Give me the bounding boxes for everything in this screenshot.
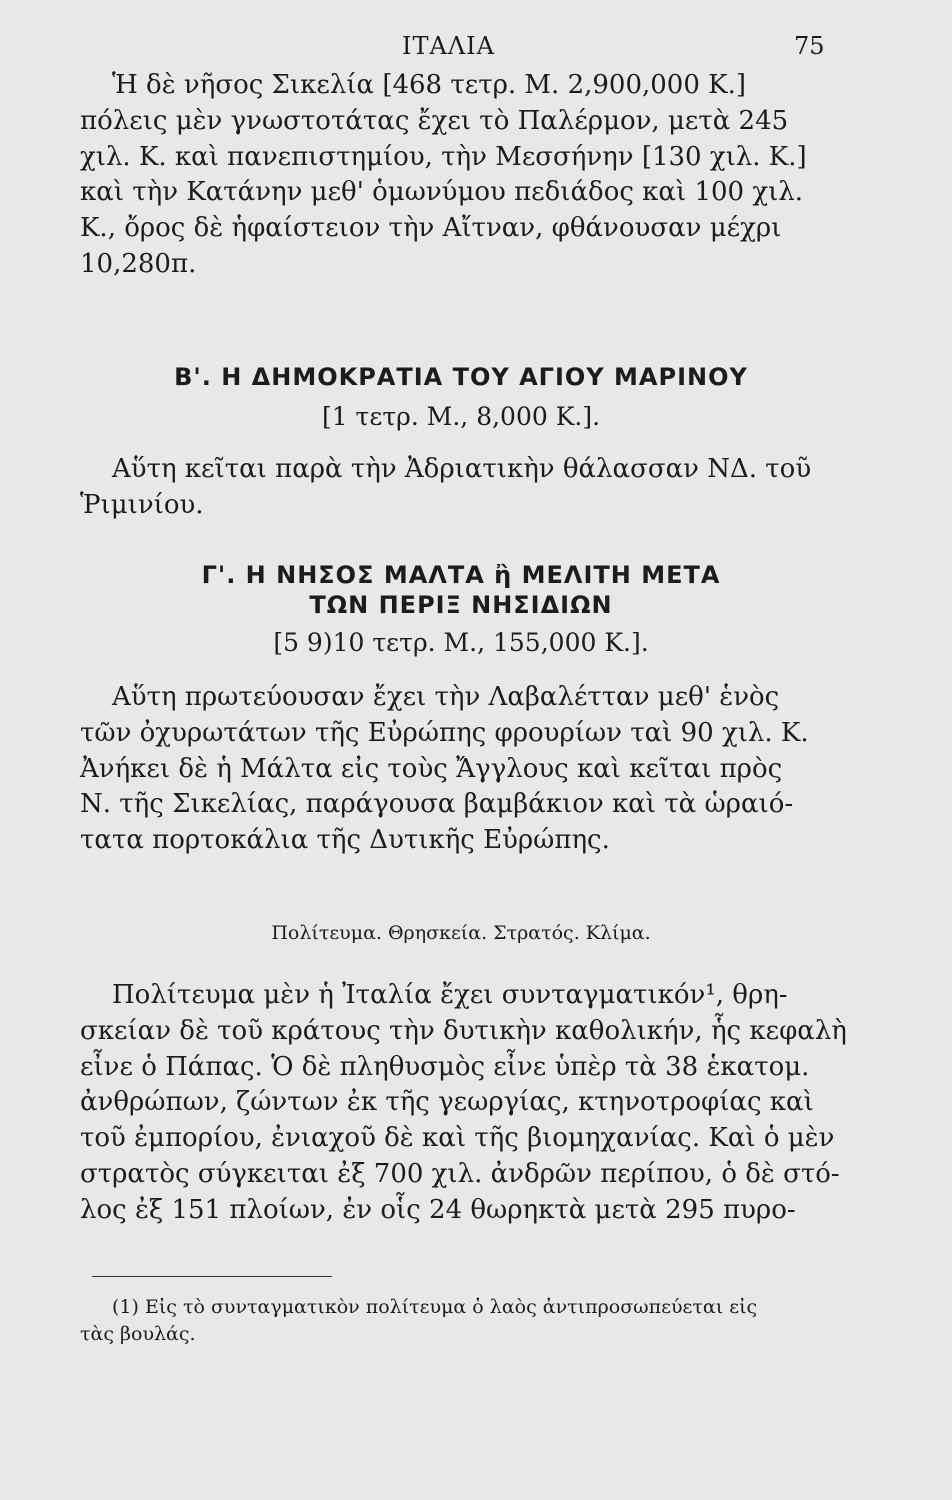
section-heading-malta (80, 560, 842, 620)
footnote-rule (92, 1276, 332, 1277)
paragraph-malta (80, 680, 842, 859)
page-number: 75 (794, 32, 825, 60)
text-line: Αὕτη πρωτεύουσαν ἔχει τὴν Λαβαλέτταν μεθ' ἑνὸς (112, 682, 780, 712)
section-heading-san-marino: Β'. Η ΔΗΜΟΚΡΑΤΙΑ ΤΟΥ ΑΓΙΟΥ ΜΑΡΙΝΟΥ (174, 363, 748, 391)
text-line: σκείαν δὲ τοῦ κράτους τὴν δυτικὴν καθολικήν, ἧς κεφαλὴ (80, 1015, 847, 1046)
running-header: ΙΤΑΛΙΑ (402, 32, 495, 60)
text-line: Αὕτη κεῖται παρὰ τὴν Ἀδριατικὴν θάλασσαν ΝΔ. τοῦ (112, 454, 812, 484)
subsection-heading: Πολίτευμα. Θρησκεία. Στρατός. Κλίμα. (271, 922, 651, 944)
paragraph-government (80, 978, 847, 1229)
text-line: Κ., ὄρος δὲ ἡφαίστειον τὴν Αἴτναν, φθάνουσαν μέχρι (80, 213, 782, 244)
section-measure: [1 τετρ. Μ., 8,000 Κ.]. (321, 402, 601, 431)
text-line: 10,280π. (80, 248, 197, 279)
text-line: τατα πορτοκάλια τῆς Δυτικῆς Εὐρώπης. (80, 825, 610, 856)
paragraph-sicily (80, 68, 842, 283)
footnote-line: (1) Εἰς τὸ συνταγματικὸν πολίτευμα ὁ λαὸς ἀντιπροσωπεύεται εἰς (112, 1296, 758, 1318)
text-line: τοῦ ἐμπορίου, ἐνιαχοῦ δὲ καὶ τῆς βιομηχανίας. Καὶ ὁ μὲν (80, 1123, 835, 1154)
footnote (80, 1294, 842, 1348)
section-measure: [5 9)10 τετρ. Μ., 155,000 Κ.]. (273, 628, 649, 657)
text-line: στρατὸς σύγκειται ἐξ 700 χιλ. ἀνδρῶν περίπου, ὁ δὲ στό- (80, 1158, 840, 1189)
text-line: πόλεις μὲν γνωστοτάτας ἔχει τὸ Παλέρμον, μετὰ 245 (80, 105, 789, 136)
text-line: Ἀνήκει δὲ ἡ Μάλτα εἰς τοὺς Ἄγγλους καὶ κεῖται πρὸς (80, 753, 783, 784)
paragraph-san-marino (80, 452, 842, 524)
heading-line: Γ'. Η ΝΗΣΟΣ ΜΑΛΤΑ ἢ ΜΕΛΙΤΗ ΜΕΤΑ (201, 561, 721, 589)
text-line: Ῥιμινίου. (80, 489, 204, 520)
text-line: Πολίτευμα μὲν ἡ Ἰταλία ἔχει συνταγματικόν¹, θρη- (112, 980, 788, 1010)
text-line: καὶ τὴν Κατάνην μεθ' ὁμωνύμου πεδιάδος καὶ 100 χιλ. (80, 177, 804, 208)
heading-line: ΤΩΝ ΠΕΡΙΞ ΝΗΣΙΔΙΩΝ (309, 591, 613, 619)
text-line: λος ἐξ 151 πλοίων, ἐν οἷς 24 θωρηκτὰ μετὰ 295 πυρο- (80, 1194, 796, 1225)
text-line: τῶν ὀχυρωτάτων τῆς Εὐρώπης φρουρίων ταὶ 90 χιλ. Κ. (80, 717, 809, 748)
text-line: ἀνθρώπων, ζώντων ἐκ τῆς γεωργίας, κτηνοτροφίας καὶ (80, 1087, 814, 1118)
footnote-line: τὰς βουλάς. (80, 1323, 196, 1345)
text-line: Ἡ δὲ νῆσος Σικελία [468 τετρ. Μ. 2,900,000 Κ.] (112, 70, 746, 100)
text-line: χιλ. Κ. καὶ πανεπιστημίου, τὴν Μεσσήνην [130 χιλ. Κ.] (80, 141, 807, 172)
text-line: εἶνε ὁ Πάπας. Ὁ δὲ πληθυσμὸς εἶνε ὑπὲρ τὰ 38 ἑκατομ. (80, 1051, 810, 1082)
text-line: Ν. τῆς Σικελίας, παράγουσα βαμβάκιον καὶ τὰ ὡραιό- (80, 789, 794, 820)
